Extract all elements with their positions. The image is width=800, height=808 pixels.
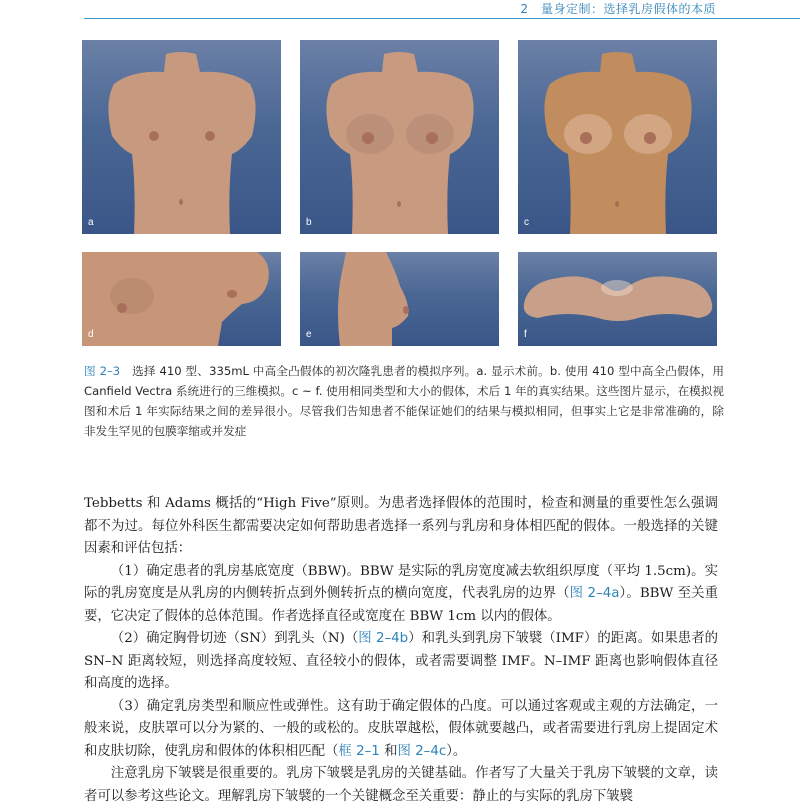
torso-result-figure (518, 40, 717, 234)
figure-caption (84, 361, 724, 441)
figure-ref-2-4c[interactable]: 图 2–4c (397, 743, 447, 759)
paragraph-breast-type-text-3: ）。 (446, 743, 467, 759)
panel-label-f: f (524, 329, 527, 340)
photo-panel-f (518, 252, 717, 346)
paragraph-sn-n-text-1: （2）确定胸骨切迹（SN）到乳头（N)（ (110, 631, 359, 646)
paragraph-imf: 注意乳房下皱襞是很重要的。乳房下皱襞是乳房的关键基础。作者写了大量关于乳房下皱襞的文章，读者可以参考这些论文。理解乳房下皱襞的一个关键概念至关重要：静止的与实际的乳房下皱襞 (84, 766, 718, 804)
caption-text: 选择 410 型、335mL 中高全凸假体的初次隆乳患者的模拟序列。a. 显示术前。b. 使用 410 型中高全凸假体，用 Canfield Vectra 系统进行的三维模拟。c ~ f. 使用相同类型和大小的假体，术后 1 年的真实结果。这些图片显示，在模拟视图和术后 1 年实际结果之间的差异很小。尽管我们告知患者不能保证她们的结果与模拟相同，但事实上它是非常准确的，除非发生罕见的包膜挛缩或并发症 (84, 364, 724, 438)
photo-panel-d (82, 252, 281, 346)
box-ref-2-1[interactable]: 框 2–1 (338, 743, 380, 759)
photo-panel-b (300, 40, 499, 234)
header-rule (84, 18, 800, 19)
paragraph-bbw-text-1: （1）确定患者的乳房基底宽度（BBW)。BBW 是实际的乳房宽度减去软组织厚度（平均 1.5cm)。实际的乳房宽度是从乳房的内侧转折点到外侧转折点的横向宽度，代表乳房的边界（ (84, 563, 718, 601)
paragraph-high-five: Tebbetts 和 Adams 概括的“High Five”原则。为患者选择假体的范围时，检查和测量的重要性怎么强调都不为过。每位外科医生都需要决定如何帮助患者选择一系列与乳房和身体相匹配的假体。一般选择的关键因素和评估包括： (84, 496, 718, 556)
paragraph-breast-type-text-2: 和 (379, 743, 398, 759)
photo-panel-e (300, 252, 499, 346)
figure-number: 图 2–3 (84, 364, 121, 378)
paragraph-breast-type-text-1: （3）确定乳房类型和顺应性或弹性。这有助于确定假体的凸度。可以通过客观或主观的方法确定，一般来说，皮肤罩可以分为紧的、一般的或松的。皮肤罩越松，假体就要越凸，或者需要进行乳房上提固定术和皮肤切除，使乳房和假体的体积相匹配（ (84, 698, 718, 759)
photo-panel-a (82, 40, 281, 234)
paragraph-bbw (84, 561, 718, 629)
figure-ref-2-4a[interactable]: 图 2–4a (569, 586, 620, 601)
panel-label-a: a (88, 217, 94, 228)
running-head: 2 量身定制：选择乳房假体的本质 (520, 2, 716, 16)
figure-ref-2-4b[interactable]: 图 2–4b (358, 631, 409, 646)
body-text (84, 493, 718, 808)
panel-label-b: b (306, 217, 312, 228)
panel-label-d: d (88, 329, 94, 340)
torso-lateral-figure (300, 252, 499, 346)
panel-label-c: c (524, 217, 529, 228)
paragraph-sn-n (84, 628, 718, 696)
torso-overhead-figure (518, 252, 717, 346)
torso-oblique-figure (82, 252, 281, 346)
paragraph-breast-type (84, 696, 718, 764)
paragraph-bbw-text-2: ）。BBW 至关重要，它决定了假体的总体范围。作者选择直径或宽度在 BBW 1cm 以内的假体。 (84, 586, 718, 624)
torso-front-figure (82, 40, 281, 234)
photo-panel-c (518, 40, 717, 234)
torso-simulation-figure (300, 40, 499, 234)
paragraph-sn-n-text-2: ）和乳头到乳房下皱襞（IMF）的距离。如果患者的 SN–N 距离较短，则选择高度较短、直径较小的假体，或者需要调整 IMF。N–IMF 距离也影响假体直径和高度的选择。 (84, 631, 718, 691)
panel-label-e: e (306, 329, 312, 340)
